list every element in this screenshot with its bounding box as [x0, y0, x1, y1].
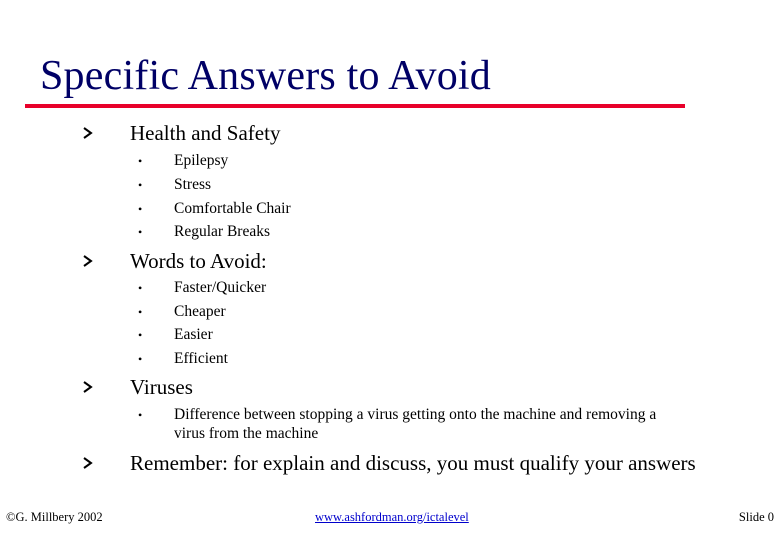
- dot-bullet-icon: •: [138, 408, 143, 422]
- sub-bullet-text: Cheaper: [174, 303, 226, 320]
- dot-bullet-icon: •: [138, 305, 143, 319]
- dot-bullet-icon: •: [138, 281, 143, 295]
- arrowhead-bullet-icon: [83, 255, 93, 267]
- dot-bullet-icon: •: [138, 225, 143, 239]
- dot-bullet-icon: •: [138, 202, 143, 216]
- slide-number: Slide 0: [738, 510, 774, 524]
- sub-bullet-text: Epilepsy: [174, 152, 229, 169]
- sub-bullet-text: Efficient: [174, 350, 228, 367]
- bullet-text: Words to Avoid:: [130, 249, 267, 273]
- sub-bullet-text: Comfortable Chair: [174, 200, 291, 217]
- dot-bullet-icon: •: [138, 328, 143, 342]
- sub-bullet-text: Stress: [174, 176, 212, 193]
- dot-bullet-icon: •: [138, 154, 143, 168]
- footer-link[interactable]: www.ashfordman.org/ictalevel: [315, 510, 469, 524]
- bullet-text: Health and Safety: [130, 121, 281, 145]
- arrowhead-bullet-icon: [83, 381, 93, 393]
- sub-bullet-text: Easier: [174, 326, 213, 343]
- arrowhead-bullet-icon: [83, 127, 93, 139]
- bullet-text: Remember: for explain and discuss, you must qualify your answers: [130, 451, 696, 475]
- title-underline: [25, 104, 685, 108]
- slide-title: Specific Answers to Avoid: [40, 53, 492, 99]
- sub-bullet-text: Regular Breaks: [174, 223, 270, 240]
- bullet-text: Viruses: [130, 375, 193, 399]
- sub-bullet-text: Difference between stopping a virus getting onto the machine and removing a virus from the machine: [174, 406, 657, 442]
- copyright-text: ©G. Millbery 2002: [6, 510, 103, 524]
- dot-bullet-icon: •: [138, 178, 143, 192]
- sub-bullet-text: Faster/Quicker: [174, 279, 267, 296]
- dot-bullet-icon: •: [138, 352, 143, 366]
- arrowhead-bullet-icon: [83, 457, 93, 469]
